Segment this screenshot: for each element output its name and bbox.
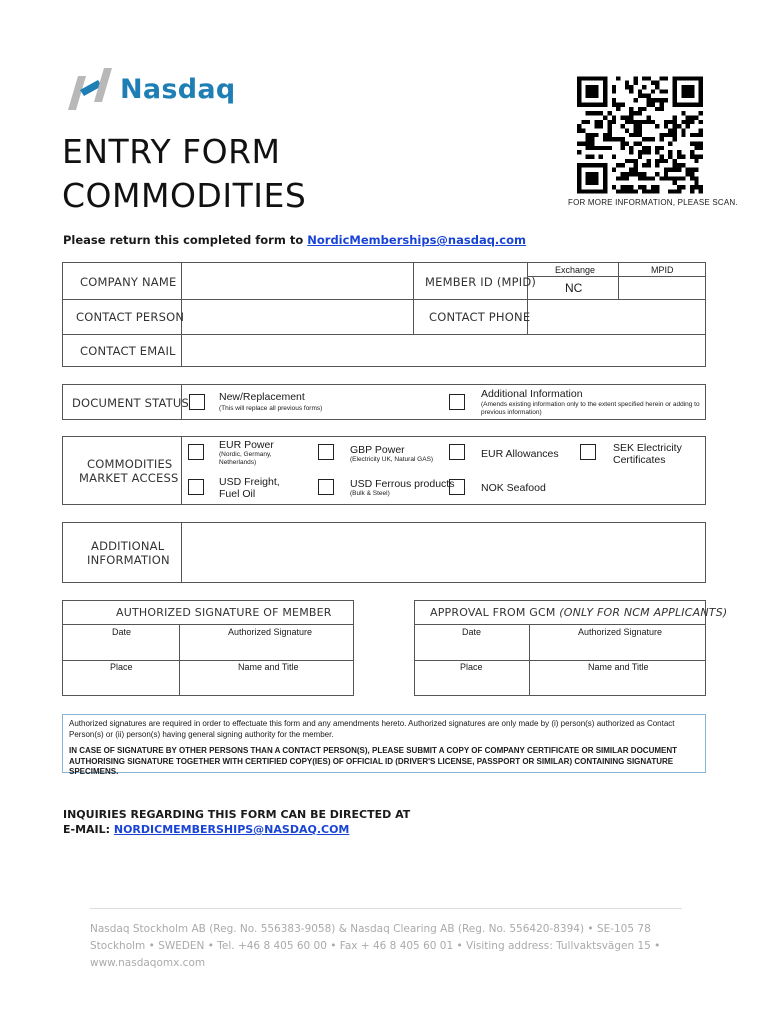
contact-phone-label: CONTACT PHONE xyxy=(429,310,531,324)
additional-information-note: (Amends existing information only to the extent specified herein or adding to previous information) xyxy=(481,401,700,416)
usd-freight-checkbox[interactable] xyxy=(188,479,204,495)
nasdaq-logo-icon xyxy=(64,66,118,112)
additional-info-label-line1: ADDITIONAL xyxy=(91,539,165,553)
form-title-line2: COMMODITIES xyxy=(62,176,307,215)
contact-person-label: CONTACT PERSON xyxy=(76,310,185,324)
form-title-line1: ENTRY FORM xyxy=(62,132,281,171)
contact-phone-field[interactable] xyxy=(528,300,705,333)
company-name-field[interactable] xyxy=(182,263,412,298)
exchange-value[interactable]: NC xyxy=(565,281,583,295)
usd-ferrous-checkbox[interactable] xyxy=(318,479,334,495)
document-status-label: DOCUMENT STATUS xyxy=(72,396,189,410)
member-place-label: Place xyxy=(110,662,133,672)
usd-freight-label: USD Freight, Fuel Oil xyxy=(219,476,280,500)
member-id-label: MEMBER ID (MPID) xyxy=(425,275,537,289)
eur-power-label: EUR Power xyxy=(219,439,274,451)
usd-ferrous-label: USD Ferrous products xyxy=(350,478,455,490)
gbp-power-checkbox[interactable] xyxy=(318,444,334,460)
return-email-link[interactable]: NordicMemberships@nasdaq.com xyxy=(307,233,527,247)
gcm-signature-label: Authorized Signature xyxy=(578,627,663,637)
member-name-title-label: Name and Title xyxy=(238,662,299,672)
gcm-approval-title xyxy=(430,606,727,619)
inquiries-line1: INQUIRIES REGARDING THIS FORM CAN BE DIRECTED AT xyxy=(63,808,411,821)
gcm-title-italic: (ONLY FOR NCM APPLICANTS) xyxy=(559,606,728,619)
sek-electricity-checkbox[interactable] xyxy=(580,444,596,460)
qr-caption: FOR MORE INFORMATION, PLEASE SCAN. xyxy=(568,198,738,207)
market-access-label-line1: COMMODITIES xyxy=(87,457,173,471)
nok-seafood-label: NOK Seafood xyxy=(481,482,546,494)
member-signature-label: Authorized Signature xyxy=(228,627,313,637)
footer-address: Nasdaq Stockholm AB (Reg. No. 556383-9058) & Nasdaq Clearing AB (Reg. No. 556420-8394) • SE-105 78 Stockholm • SWEDEN • Tel. +46 8 405 60 00 • Fax + 46 8 405 60 01 • Visiting address: Tullvaktsvägen 15 • www.nasdaqomx.com xyxy=(90,923,661,969)
new-replacement-note: (This will replace all previous forms) xyxy=(219,405,323,412)
return-text: Please return this completed form to xyxy=(63,233,308,247)
notice-paragraph-1: Authorized signatures are required in order to effectuate this form and any amendments hereto. Authorized signatures are only made by (i) person(s) authorized as Contact Person(s) or (ii) person(s) having general signing authority for the member. xyxy=(69,719,675,739)
eur-allowances-label: EUR Allowances xyxy=(481,448,559,460)
inquiries-line2 xyxy=(63,822,410,837)
contact-email-field[interactable] xyxy=(182,335,705,366)
additional-info-label-line2: INFORMATION xyxy=(87,553,170,567)
inquiries-email-link[interactable]: NORDICMEMBERSHIPS@NASDAQ.COM xyxy=(113,823,350,836)
contact-person-field[interactable] xyxy=(182,300,412,333)
company-name-label: COMPANY NAME xyxy=(80,275,177,289)
return-instruction xyxy=(63,233,526,247)
member-date-label: Date xyxy=(112,627,132,637)
gcm-title-text: APPROVAL FROM GCM xyxy=(430,606,560,619)
logo-wordmark: Nasdaq xyxy=(120,74,236,105)
eur-power-checkbox[interactable] xyxy=(188,444,204,460)
inquiries-block xyxy=(63,807,410,837)
notice-paragraph-2: IN CASE OF SIGNATURE BY OTHER PERSONS THAN A CONTACT PERSON(S), PLEASE SUBMIT A COPY OF COMPANY CERTIFICATE OR SIMILAR DOCUMENT AUTHORISING SIGNATURE TOGETHER WITH CERTIFIED COPY(IES) OF OFFICIAL ID (DRIVER'S LICENSE, PASSPORT OR SIMILAR) CONTAINING SIGNATURE SPECIMENS. xyxy=(69,746,678,776)
gbp-power-label: GBP Power xyxy=(350,444,405,456)
qr-code-icon[interactable] xyxy=(577,76,703,194)
nok-seafood-checkbox[interactable] xyxy=(449,479,465,495)
contact-email-label: CONTACT EMAIL xyxy=(80,344,176,358)
additional-information-checkbox[interactable] xyxy=(449,394,465,410)
additional-info-field[interactable] xyxy=(182,523,705,582)
sek-electricity-label: SEK Electricity Certificates xyxy=(613,442,682,466)
exchange-header: Exchange xyxy=(555,265,596,275)
inquiries-prefix: E-MAIL: xyxy=(63,823,114,836)
gcm-name-title-label: Name and Title xyxy=(588,662,649,672)
new-replacement-label: New/Replacement xyxy=(219,391,305,403)
eur-power-note: (Nordic, Germany, Netherlands) xyxy=(219,451,272,466)
gcm-place-label: Place xyxy=(460,662,483,672)
market-access-label-line2: MARKET ACCESS xyxy=(79,471,179,485)
gcm-date-label: Date xyxy=(462,627,482,637)
mpid-header: MPID xyxy=(651,265,674,275)
mpid-field[interactable] xyxy=(619,277,705,298)
member-signature-title: AUTHORIZED SIGNATURE OF MEMBER xyxy=(116,606,332,619)
additional-information-label: Additional Information xyxy=(481,388,583,400)
usd-ferrous-note: (Bulk & Steel) xyxy=(350,490,390,497)
new-replacement-checkbox[interactable] xyxy=(189,394,205,410)
gbp-power-note: (Electricity UK, Natural GAS) xyxy=(350,456,434,463)
eur-allowances-checkbox[interactable] xyxy=(449,444,465,460)
